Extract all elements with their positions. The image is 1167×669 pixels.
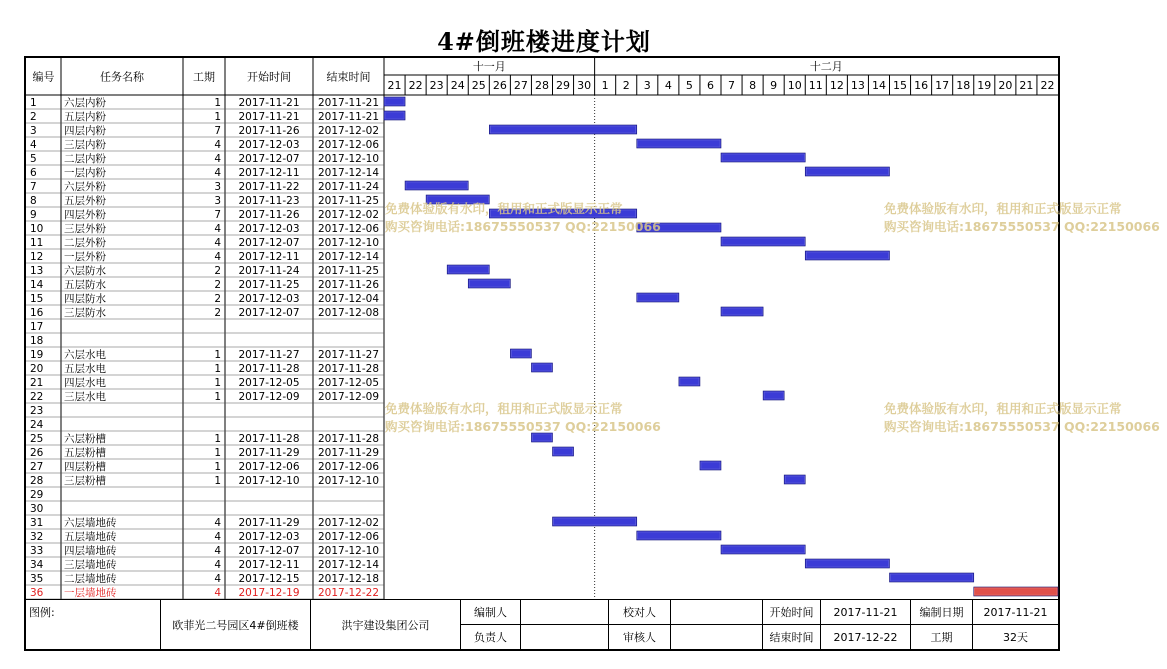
day-label: 3 — [643, 79, 651, 92]
task-id: 6 — [30, 167, 37, 179]
day-label: 26 — [492, 79, 507, 92]
task-end: 2017-12-02 — [317, 209, 380, 221]
gantt-bar — [447, 265, 489, 274]
task-start: 2017-11-26 — [238, 125, 300, 137]
task-name: 六层外粉 — [64, 181, 106, 193]
day-label: 5 — [685, 79, 693, 92]
task-duration: 4 — [214, 251, 221, 263]
gantt-bar — [637, 223, 721, 232]
gantt-bar — [763, 391, 784, 400]
reviewed-by-value — [670, 624, 762, 649]
day-label: 21 — [387, 79, 402, 92]
task-name: 三层墙地砖 — [64, 559, 117, 571]
watermark-line-1: 免费体验版有水印，租用和正式版显示正常 — [884, 401, 1122, 416]
watermark-line-1: 免费体验版有水印，租用和正式版显示正常 — [385, 401, 623, 416]
task-id: 9 — [30, 209, 37, 221]
task-end: 2017-12-10 — [317, 545, 380, 557]
task-start: 2017-11-29 — [238, 517, 300, 529]
task-start: 2017-12-11 — [238, 167, 300, 179]
task-id: 19 — [30, 349, 44, 361]
task-name: 六层水电 — [64, 349, 106, 361]
task-end: 2017-11-28 — [317, 363, 380, 375]
task-name: 五层墙地砖 — [64, 531, 117, 543]
task-id: 27 — [30, 461, 44, 473]
gantt-bar — [553, 447, 574, 456]
task-start: 2017-11-21 — [238, 111, 300, 123]
day-label: 10 — [787, 79, 802, 92]
page-title: 4#倒班楼进度计划 — [437, 27, 651, 56]
day-label: 12 — [829, 79, 844, 92]
task-duration: 4 — [214, 223, 221, 235]
task-end: 2017-12-10 — [317, 475, 380, 487]
task-end: 2017-12-02 — [317, 517, 380, 529]
task-id: 32 — [30, 531, 44, 543]
gantt-bar — [721, 237, 805, 246]
task-id: 22 — [30, 391, 44, 403]
day-label: 1 — [601, 79, 609, 92]
col-header-id: 编号 — [32, 70, 55, 84]
task-id: 3 — [30, 125, 37, 137]
end-time-label: 结束时间 — [762, 624, 820, 649]
task-duration: 1 — [214, 391, 221, 403]
task-start: 2017-12-09 — [238, 391, 300, 403]
start-time-value: 2017-11-21 — [820, 599, 910, 624]
day-label: 6 — [706, 79, 714, 92]
task-start: 2017-11-24 — [238, 265, 300, 277]
task-id: 16 — [30, 307, 44, 319]
task-name: 三层内粉 — [64, 139, 106, 151]
task-duration: 4 — [214, 559, 221, 571]
task-id: 20 — [30, 363, 44, 375]
gantt-bar — [679, 377, 700, 386]
day-label: 14 — [871, 79, 886, 92]
day-label: 20 — [998, 79, 1013, 92]
day-label: 8 — [749, 79, 757, 92]
task-end: 2017-12-10 — [317, 153, 380, 165]
gantt-bar — [426, 195, 489, 204]
day-label: 18 — [956, 79, 971, 92]
task-id: 26 — [30, 447, 44, 459]
task-name: 四层外粉 — [64, 209, 106, 221]
prepared-by-label: 编制人 — [460, 599, 520, 624]
task-id: 17 — [30, 321, 44, 333]
task-start: 2017-12-11 — [238, 251, 300, 263]
task-end: 2017-11-24 — [317, 181, 380, 193]
gantt-bar — [700, 461, 721, 470]
task-name: 六层内粉 — [64, 97, 106, 109]
task-id: 28 — [30, 475, 44, 487]
gantt-bar — [721, 153, 805, 162]
watermark-line-2: 购买咨询电话:18675550537 QQ:22150066 — [385, 419, 661, 434]
task-name: 五层防水 — [64, 279, 106, 291]
task-name: 五层粉槽 — [64, 447, 106, 459]
task-name: 五层内粉 — [64, 111, 106, 123]
task-end: 2017-11-27 — [317, 349, 380, 361]
col-header-duration: 工期 — [193, 70, 215, 84]
day-label: 9 — [770, 79, 778, 92]
day-label: 25 — [471, 79, 486, 92]
start-time-label: 开始时间 — [762, 599, 820, 624]
day-label: 21 — [1019, 79, 1034, 92]
task-end: 2017-12-06 — [317, 223, 380, 235]
task-end: 2017-12-02 — [317, 125, 380, 137]
task-start: 2017-12-06 — [238, 461, 300, 473]
project-name: 欧菲光二号园区4#倒班楼 — [160, 599, 310, 649]
task-start: 2017-11-27 — [238, 349, 300, 361]
day-label: 29 — [556, 79, 571, 92]
task-start: 2017-11-29 — [238, 447, 300, 459]
task-id: 14 — [30, 279, 44, 291]
gantt-bar — [805, 559, 889, 568]
task-name: 四层墙地砖 — [64, 545, 117, 557]
task-duration: 1 — [214, 111, 221, 123]
task-duration: 7 — [214, 125, 221, 137]
task-start: 2017-11-28 — [238, 433, 300, 445]
task-name: 二层外粉 — [64, 237, 106, 249]
day-label: 17 — [935, 79, 950, 92]
task-id: 8 — [30, 195, 37, 207]
day-label: 7 — [728, 79, 736, 92]
task-name: 二层内粉 — [64, 153, 106, 165]
day-label: 4 — [664, 79, 672, 92]
gantt-bar — [489, 125, 636, 134]
task-end: 2017-12-14 — [317, 251, 380, 263]
task-start: 2017-11-21 — [238, 97, 300, 109]
task-start: 2017-12-03 — [238, 293, 300, 305]
task-duration: 4 — [214, 573, 221, 585]
task-start: 2017-11-26 — [238, 209, 300, 221]
day-label: 23 — [429, 79, 444, 92]
gantt-bar — [805, 167, 889, 176]
task-name: 二层墙地砖 — [64, 573, 117, 585]
gantt-bar — [805, 251, 889, 260]
watermark-line-1: 免费体验版有水印，租用和正式版显示正常 — [385, 201, 623, 216]
task-duration: 3 — [214, 181, 221, 193]
task-id: 34 — [30, 559, 44, 571]
task-end: 2017-11-26 — [317, 279, 380, 291]
watermark-line-2: 购买咨询电话:18675550537 QQ:22150066 — [884, 419, 1160, 434]
col-header-name: 任务名称 — [100, 70, 144, 84]
task-name: 六层墙地砖 — [64, 517, 117, 529]
task-duration: 4 — [214, 237, 221, 249]
month-label-nov: 十一月 — [472, 60, 506, 73]
task-end: 2017-12-22 — [317, 587, 380, 599]
task-name: 四层防水 — [64, 293, 106, 305]
gantt-bar — [721, 545, 805, 554]
task-id: 12 — [30, 251, 44, 263]
task-duration: 7 — [214, 209, 221, 221]
task-id: 30 — [30, 503, 44, 515]
task-end: 2017-12-14 — [317, 559, 380, 571]
task-id: 24 — [30, 419, 44, 431]
responsible-value — [520, 624, 608, 649]
task-end: 2017-12-05 — [317, 377, 380, 389]
task-end: 2017-12-18 — [317, 573, 380, 585]
gantt-bar — [637, 531, 721, 540]
task-duration: 4 — [214, 545, 221, 557]
task-id: 29 — [30, 489, 44, 501]
task-end: 2017-12-06 — [317, 139, 380, 151]
task-end: 2017-12-09 — [317, 391, 380, 403]
day-label: 15 — [893, 79, 908, 92]
day-label: 19 — [977, 79, 992, 92]
task-id: 25 — [30, 433, 44, 445]
prepared-by-value — [520, 599, 608, 624]
day-label: 22 — [408, 79, 423, 92]
task-start: 2017-12-03 — [238, 139, 300, 151]
task-duration: 1 — [214, 363, 221, 375]
task-end: 2017-12-14 — [317, 167, 380, 179]
gantt-bar — [531, 363, 552, 372]
task-id: 2 — [30, 111, 37, 123]
task-duration: 4 — [214, 139, 221, 151]
reviewed-by-label: 审核人 — [608, 624, 670, 649]
task-duration: 3 — [214, 195, 221, 207]
gantt-bar — [384, 111, 405, 120]
day-label: 30 — [577, 79, 592, 92]
task-id: 7 — [30, 181, 37, 193]
task-start: 2017-12-15 — [238, 573, 300, 585]
task-id: 23 — [30, 405, 44, 417]
task-id: 18 — [30, 335, 44, 347]
task-start: 2017-12-07 — [238, 307, 300, 319]
task-duration: 1 — [214, 349, 221, 361]
task-end: 2017-12-10 — [317, 237, 380, 249]
task-duration: 2 — [214, 307, 221, 319]
watermark-line-1: 免费体验版有水印，租用和正式版显示正常 — [884, 201, 1122, 216]
gantt-bar — [405, 181, 468, 190]
responsible-label: 负责人 — [460, 624, 520, 649]
task-id: 1 — [30, 97, 37, 109]
day-label: 16 — [914, 79, 929, 92]
watermark-line-2: 购买咨询电话:18675550537 QQ:22150066 — [884, 219, 1160, 234]
prepared-date-label: 编制日期 — [910, 599, 972, 624]
task-start: 2017-12-07 — [238, 237, 300, 249]
task-name: 一层外粉 — [64, 251, 106, 263]
task-duration: 2 — [214, 293, 221, 305]
task-start: 2017-11-23 — [238, 195, 300, 207]
task-duration: 2 — [214, 279, 221, 291]
task-duration: 4 — [214, 587, 221, 599]
task-duration: 1 — [214, 97, 221, 109]
task-name: 三层防水 — [64, 307, 106, 319]
watermark-line-2: 购买咨询电话:18675550537 QQ:22150066 — [385, 219, 661, 234]
task-id: 11 — [30, 237, 44, 249]
task-end: 2017-11-25 — [317, 195, 380, 207]
day-label: 28 — [534, 79, 549, 92]
task-id: 21 — [30, 377, 44, 389]
day-label: 11 — [808, 79, 823, 92]
task-duration: 4 — [214, 517, 221, 529]
duration-value: 32天 — [972, 624, 1058, 649]
gantt-bar — [531, 433, 552, 442]
task-end: 2017-11-28 — [317, 433, 380, 445]
task-start: 2017-11-22 — [238, 181, 300, 193]
task-start: 2017-12-03 — [238, 223, 300, 235]
gantt-bar — [553, 517, 637, 526]
task-duration: 1 — [214, 447, 221, 459]
task-start: 2017-12-11 — [238, 559, 300, 571]
day-label: 13 — [850, 79, 865, 92]
task-id: 5 — [30, 153, 37, 165]
task-name: 三层粉槽 — [64, 475, 106, 487]
task-name: 一层墙地砖 — [64, 587, 117, 599]
task-name: 四层粉槽 — [64, 461, 106, 473]
task-name: 五层外粉 — [64, 195, 106, 207]
task-name: 四层水电 — [64, 377, 106, 389]
task-id: 4 — [30, 139, 37, 151]
task-end: 2017-12-04 — [317, 293, 380, 305]
task-id: 15 — [30, 293, 44, 305]
task-start: 2017-12-07 — [238, 545, 300, 557]
gantt-bar-highlight — [974, 587, 1058, 596]
month-label-dec: 十二月 — [809, 60, 843, 73]
gantt-bar — [784, 475, 805, 484]
task-start: 2017-11-28 — [238, 363, 300, 375]
legend-label: 图例: — [26, 599, 160, 649]
gantt-bar — [510, 349, 531, 358]
day-label: 2 — [622, 79, 630, 92]
prepared-date-value: 2017-11-21 — [972, 599, 1058, 624]
task-name: 三层外粉 — [64, 223, 106, 235]
task-start: 2017-12-05 — [238, 377, 300, 389]
task-end: 2017-11-21 — [317, 111, 380, 123]
task-duration: 1 — [214, 461, 221, 473]
task-end: 2017-11-29 — [317, 447, 380, 459]
task-duration: 1 — [214, 433, 221, 445]
task-name: 四层内粉 — [64, 125, 106, 137]
gantt-bar — [489, 209, 636, 218]
task-duration: 1 — [214, 377, 221, 389]
task-id: 10 — [30, 223, 44, 235]
task-start: 2017-12-07 — [238, 153, 300, 165]
task-id: 13 — [30, 265, 44, 277]
checked-by-label: 校对人 — [608, 599, 670, 624]
day-label: 22 — [1040, 79, 1055, 92]
task-start: 2017-12-10 — [238, 475, 300, 487]
task-start: 2017-12-19 — [238, 587, 300, 599]
day-label: 24 — [450, 79, 465, 92]
col-header-start: 开始时间 — [247, 70, 291, 84]
duration-label: 工期 — [910, 624, 972, 649]
checked-by-value — [670, 599, 762, 624]
task-duration: 4 — [214, 167, 221, 179]
gantt-bar — [637, 293, 679, 302]
task-id: 36 — [30, 587, 44, 599]
gantt-bar — [890, 573, 974, 582]
task-id: 33 — [30, 545, 44, 557]
task-duration: 4 — [214, 153, 221, 165]
task-start: 2017-12-03 — [238, 531, 300, 543]
task-name: 六层粉槽 — [64, 433, 106, 445]
gantt-bar — [468, 279, 510, 288]
task-end: 2017-12-06 — [317, 461, 380, 473]
day-label: 27 — [513, 79, 528, 92]
task-name: 六层防水 — [64, 265, 106, 277]
task-duration: 2 — [214, 265, 221, 277]
task-end: 2017-12-06 — [317, 531, 380, 543]
task-end: 2017-12-08 — [317, 307, 380, 319]
task-duration: 1 — [214, 475, 221, 487]
end-time-value: 2017-12-22 — [820, 624, 910, 649]
gantt-bar — [384, 97, 405, 106]
task-start: 2017-11-25 — [238, 279, 300, 291]
task-name: 五层水电 — [64, 363, 106, 375]
task-name: 一层内粉 — [64, 167, 106, 179]
task-end: 2017-11-21 — [317, 97, 380, 109]
task-id: 31 — [30, 517, 44, 529]
company-name: 洪宇建设集团公司 — [310, 599, 460, 649]
task-name: 三层水电 — [64, 391, 106, 403]
task-id: 35 — [30, 573, 44, 585]
footer-info-table — [26, 599, 1058, 649]
col-header-end: 结束时间 — [326, 70, 371, 84]
task-duration: 4 — [214, 531, 221, 543]
task-end: 2017-11-25 — [317, 265, 380, 277]
gantt-bar — [721, 307, 763, 316]
gantt-bar — [637, 139, 721, 148]
